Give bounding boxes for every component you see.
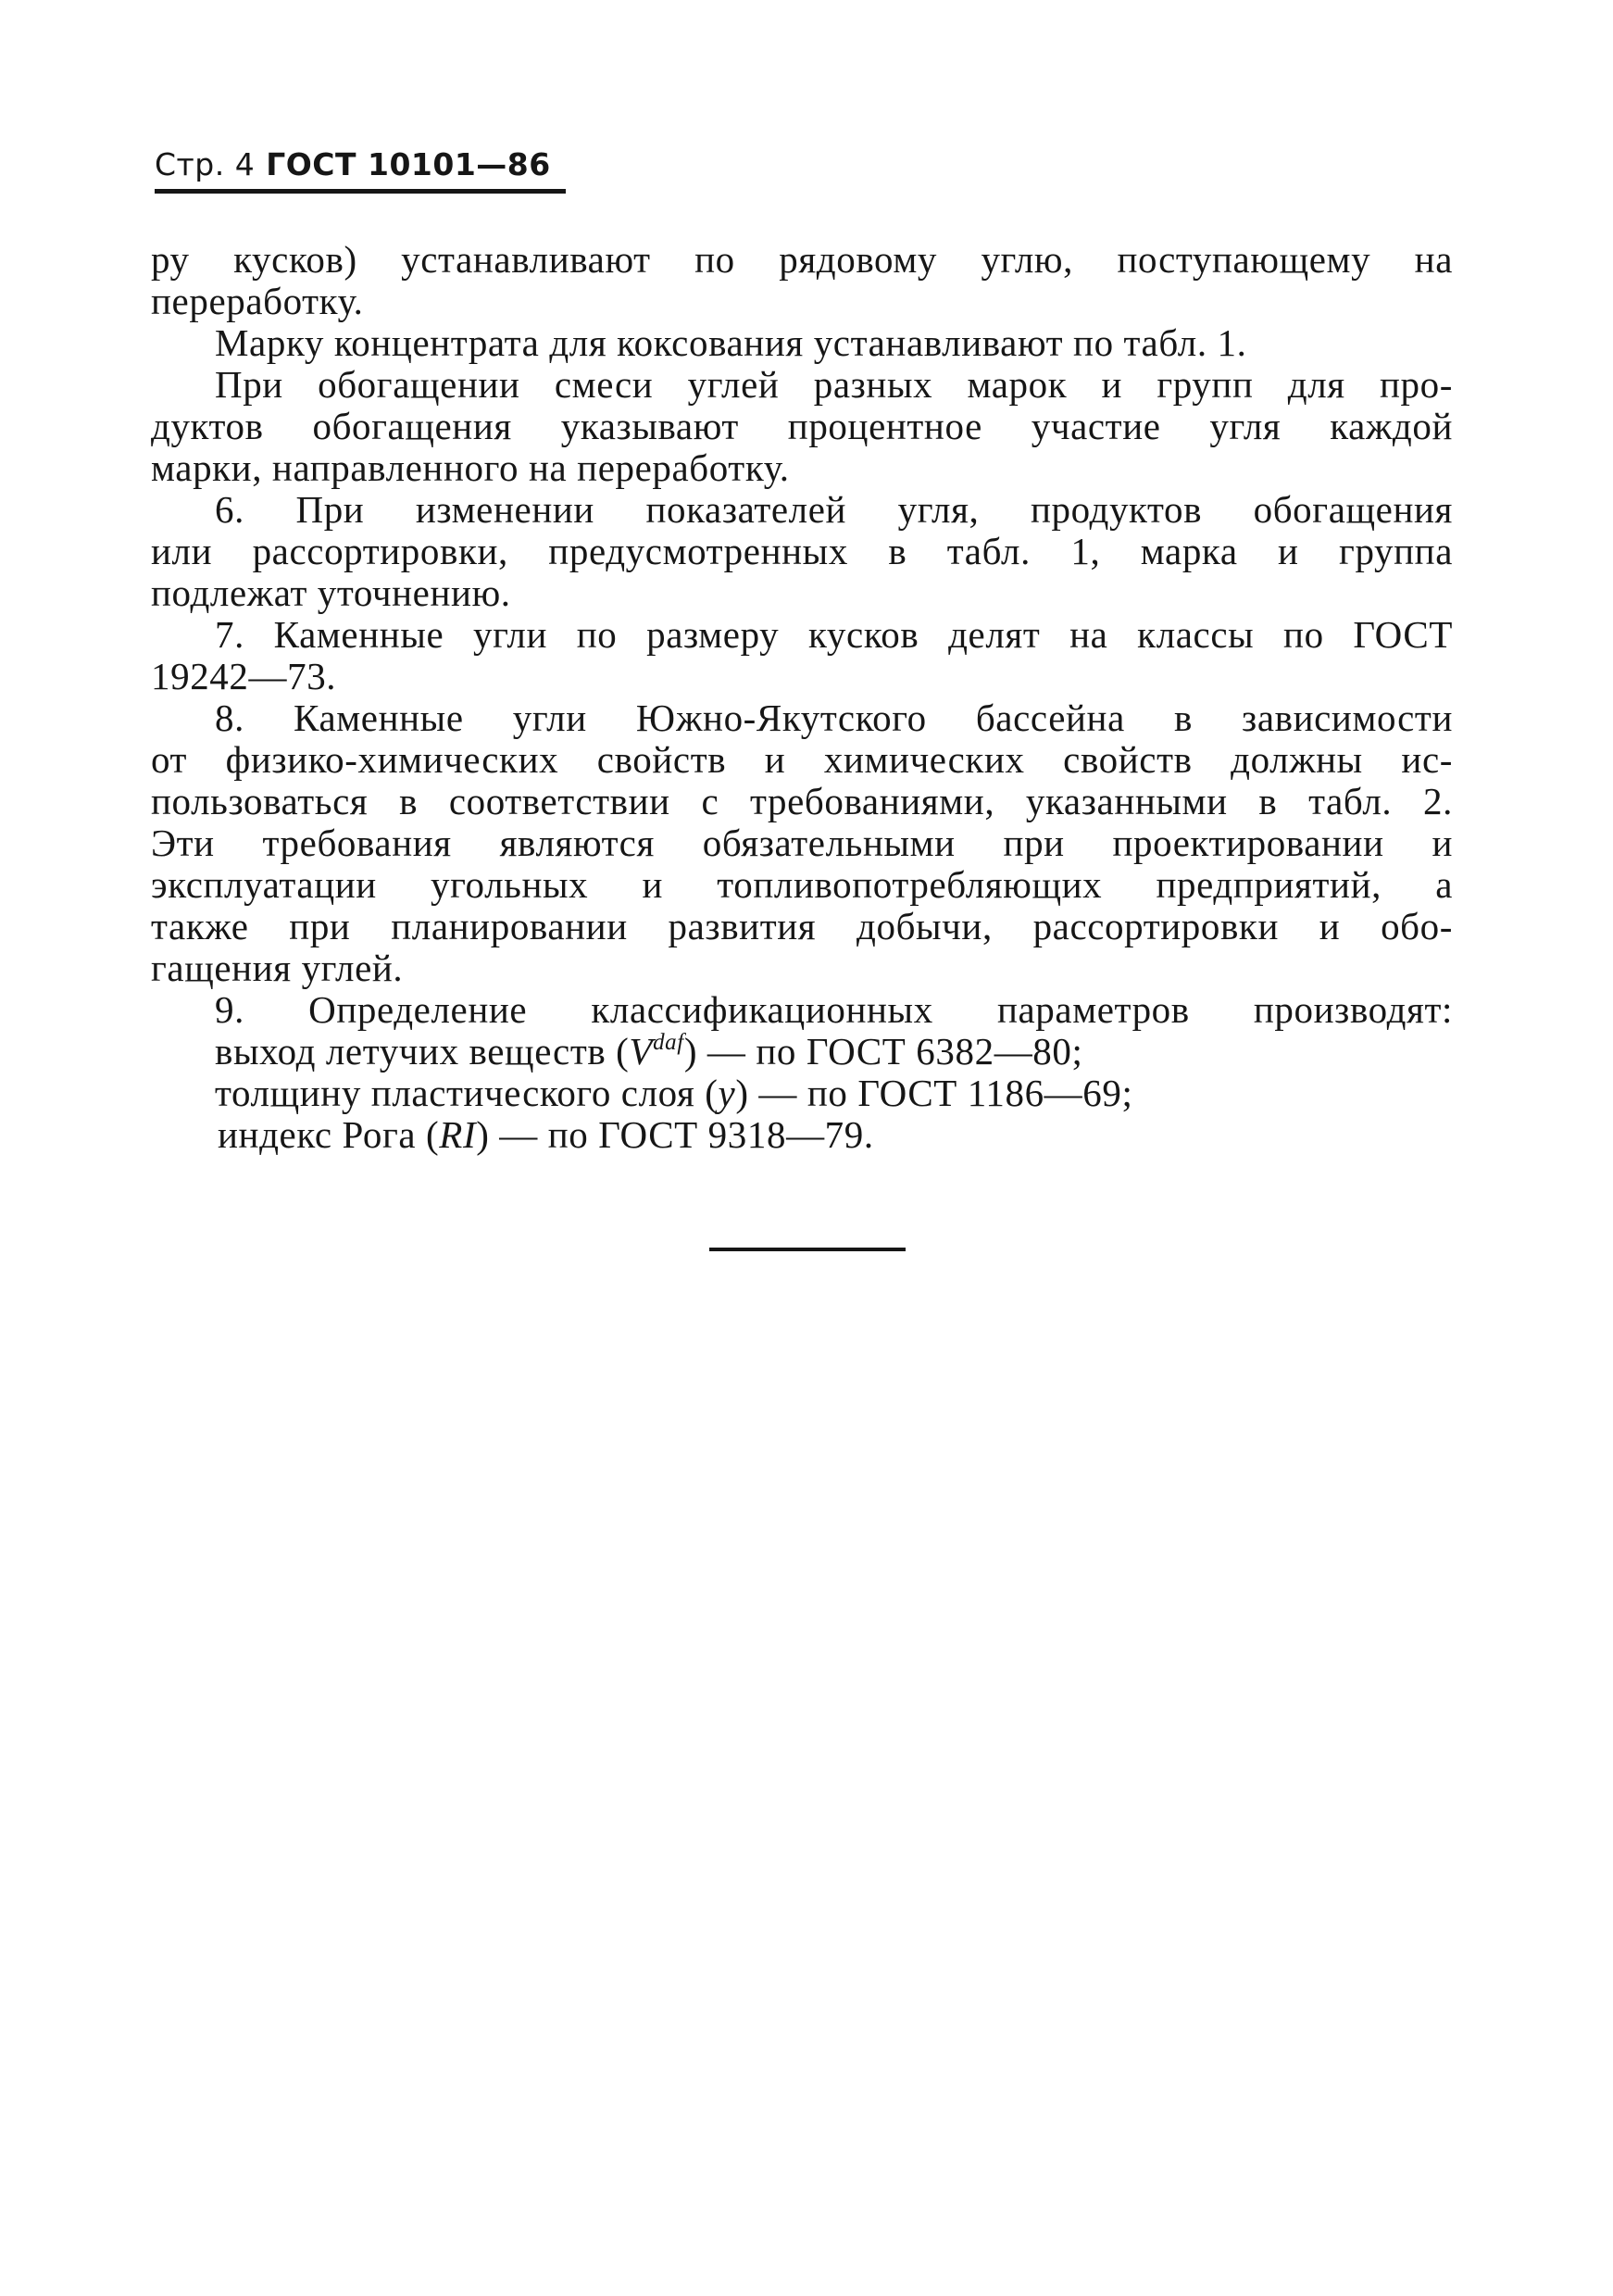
- text-line: подлежат уточнению.: [151, 571, 511, 614]
- text-line: 9. Определение классификационных параметров производят:: [215, 988, 1453, 1031]
- list-item-text: толщину пластического слоя (: [215, 1072, 719, 1114]
- header-rule: [155, 189, 566, 194]
- text-line: 6. При изменении показателей угля, продуктов обогащения: [215, 488, 1453, 531]
- document-body: [151, 239, 1453, 1156]
- text-line: 7. Каменные угли по размеру кусков делят на классы по ГОСТ: [215, 613, 1453, 656]
- text-line: При обогащении смеси углей разных марок и групп для про-: [215, 363, 1453, 406]
- list-item: [151, 1073, 1453, 1114]
- text-line: от физико-химических свойств и химических свойств должны ис-: [151, 738, 1453, 781]
- text-line: Марку концентрата для коксования устанавливают по табл. 1.: [215, 321, 1247, 364]
- text-line: марки, направленного на переработку.: [151, 446, 790, 489]
- document-id: ГОСТ 10101—86: [266, 146, 551, 182]
- text-line: Эти требования являются обязательными при проектировании и: [151, 822, 1453, 864]
- list-item: [151, 1031, 1453, 1073]
- symbol-ri: RI: [439, 1113, 477, 1156]
- symbol-superscript: daf: [653, 1030, 684, 1055]
- text-line: пользоваться в соответствии с требованиями, указанными в табл. 2.: [151, 780, 1453, 822]
- text-line: гащения углей.: [151, 947, 404, 989]
- list-item-text: выход летучих веществ (: [215, 1030, 630, 1073]
- text-line: эксплуатации угольных и топливопотребляющих предприятий, а: [151, 863, 1453, 906]
- list-item-text: ) — по ГОСТ 6382—80;: [683, 1030, 1083, 1073]
- text-line: 8. Каменные угли Южно-Якутского бассейна в зависимости: [215, 696, 1453, 739]
- text-line: ру кусков) устанавливают по рядовому углю, поступающему на: [151, 238, 1453, 281]
- text-line: дуктов обогащения указывают процентное участие угля каждой: [151, 405, 1453, 447]
- symbol-y: y: [718, 1072, 736, 1114]
- list-item-text: индекс Рога (: [218, 1113, 440, 1156]
- end-of-text-rule: [709, 1248, 906, 1251]
- page-header: [155, 146, 568, 183]
- list-item-text: ) — по ГОСТ 9318—79.: [476, 1113, 874, 1156]
- text-line: или рассортировки, предусмотренных в табл. 1, марка и группа: [151, 530, 1453, 572]
- symbol-v: V: [629, 1030, 654, 1073]
- page-number: Стр. 4: [155, 146, 256, 182]
- list-item: [151, 1114, 1453, 1156]
- text-line: 19242—73.: [151, 655, 337, 697]
- text-line: переработку.: [151, 280, 364, 322]
- text-line: также при планировании развития добычи, рассортировки и обо-: [151, 905, 1453, 947]
- list-item-text: ) — по ГОСТ 1186—69;: [735, 1072, 1133, 1114]
